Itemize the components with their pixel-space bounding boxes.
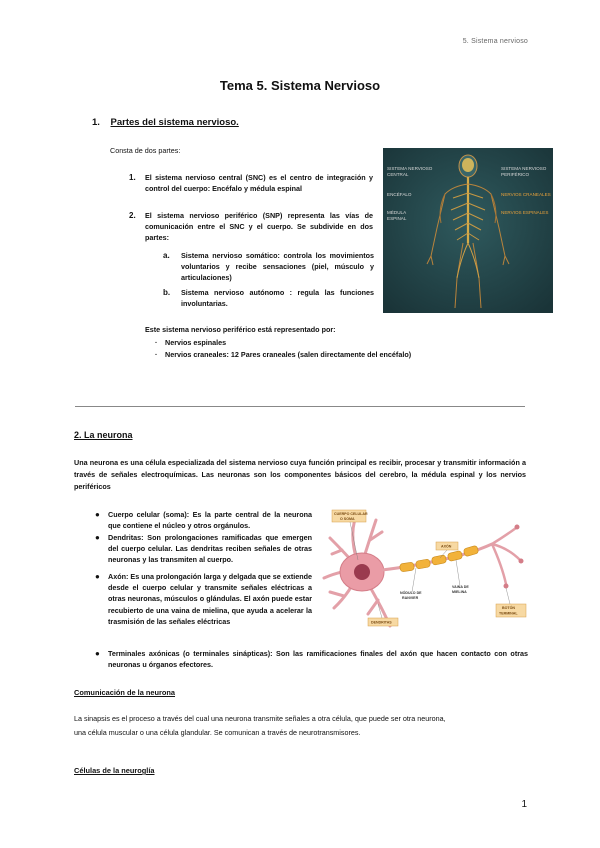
bullet-text: Es una prolongación larga y delgada que se extiende desde el cuerpo celular y transmite señales eléctricas a otras neuronas, músculos o glándulas. El axón puede estar recubierto de una vaina de mielina, que ayuda a acelerar la trasmisión de las señales eléctricas [108,572,312,626]
nervous-system-figure [383,148,553,313]
figure-label-snp2: PERIFÉRICO [501,172,530,177]
neuron-label-nodulo-2: RANVIER [402,596,419,600]
bullet-item [95,648,529,670]
bullet-term: Cuerpo celular (soma): [108,510,190,519]
section1-number: 1. [92,117,100,128]
neuron-label-dendritas: DENDRITAS [371,620,392,625]
sublist-item [163,287,374,309]
list-item [129,210,373,243]
sublist-letter: b. [163,288,171,297]
bullet-text: Son prolongaciones ramificadas que emergen del cuerpo celular. Las dendritas reciben señales de otras neuronas y las transmiten al cuerpo. [108,533,312,565]
figure-label-craneales: NERVIOS CRANEALES [501,192,551,197]
bullet-dot: ● [95,572,100,581]
comm-text: La sinapsis es el proceso a través del cual una neurona transmite señales a otra célula, que puede ser otra neurona, una célula muscular o una célula glandular. Se comunican a través de neurotransmisores. [74,714,446,737]
neuron-label-vaina-1: VAINA DE [452,585,469,589]
list-number: 1. [129,173,136,182]
neuron-label-axon: AXÓN [441,544,452,549]
list-text: El sistema nervioso central (SNC) es el centro de integración y control del cuerpo: Encéfalo y médula espinal [145,173,373,193]
snp-item-text: Nervios craneales: 12 Pares craneales (salen directamente del encéfalo) [165,350,412,359]
figure-label-snc2: CENTRAL [387,172,409,177]
figure-label-espinales: NERVIOS ESPINALES [501,210,549,215]
neuron-label-boton-2: TERMINAL [499,611,518,616]
section1-heading [92,117,239,128]
bullet-item [95,509,312,531]
figure-label-encefalo: ENCÉFALO [387,192,412,197]
bullet-term: Dendritas: [108,533,144,542]
figure-label-medula: MÉDULA [387,210,407,215]
neuron-label-soma-1: CUERPO CELULAR [334,512,368,516]
list-item [129,172,373,194]
list-text: El sistema nervioso periférico (SNP) representa las vías de comunicación entre el SNC y el cuerpo. Se subdivide en dos partes: [145,211,373,242]
list-number: 2. [129,211,136,220]
bullet-text: Son las ramificaciones finales del axón que hacen contacto con otras neuronas u órganos efectores. [108,649,529,670]
neuron-label-vaina-2: MIELINA [452,590,467,594]
snp-item-text: Nervios espinales [165,338,227,347]
figure-label-medula2: ESPINAL [387,216,407,221]
neuron-label-soma-2: O SOMA [340,517,355,521]
sublist-letter: a. [163,251,170,260]
figure-label-snp: SISTEMA NERVIOSO [501,166,547,171]
bullet-dot: ● [95,510,100,519]
snp-item: · Nervios craneales: 12 Pares craneales (salen directamente del encéfalo) [155,350,412,359]
page-title: Tema 5. Sistema Nervioso [219,78,381,93]
sublist-item [163,250,374,283]
bullet-dot: ● [95,533,100,542]
running-header: 5. Sistema nervioso [462,38,528,45]
page-number: 1 [521,799,527,810]
section2-intro: Una neurona es una célula especializada del sistema nervioso cuya función principal es recibir, procesar y transmitir información a través de señales electroquímicas. Las neuronas son los componentes básicos del cerebro, la médula espinal y los nervios periféricos [74,458,526,491]
bullet-item [95,571,312,627]
section1-title: Partes del sistema nervioso. [110,117,239,128]
neuroglia-heading: Células de la neuroglía [74,766,155,775]
bullet-term: Axón: [108,572,129,581]
sublist-text: Sistema nervioso autónomo : regula las funciones involuntarias. [181,288,374,308]
bullet-item [95,532,312,566]
neuron-illustration [320,508,530,638]
bullet-text: Es la parte central de la neurona que contiene el núcleo y otros orgánulos. [108,510,312,531]
snp-intro: Este sistema nervioso periférico está representado por: [145,325,336,334]
section-divider [75,406,525,407]
figure-label-snc: SISTEMA NERVIOSO [387,166,433,171]
nervous-system-illustration [383,148,553,313]
snp-item: · Nervios espinales [155,338,227,347]
comm-heading: Comunicación de la neurona [74,688,176,697]
bullet-dot: ● [95,649,100,658]
neuron-label-boton-1: BOTÓN [502,606,515,610]
section1-intro: Consta de dos partes: [110,146,181,155]
neuron-figure [320,508,530,638]
section2-heading: 2. La neurona [74,430,133,440]
bullet-term: Terminales axónicas (o terminales sinápticas): [108,649,273,658]
sublist-text: Sistema nervioso somático: controla los movimientos voluntarios y recibe sensaciones (piel, músculo y articulaciones) [181,251,374,282]
neuron-label-nodulo-1: NÓDULO DE [400,591,422,595]
